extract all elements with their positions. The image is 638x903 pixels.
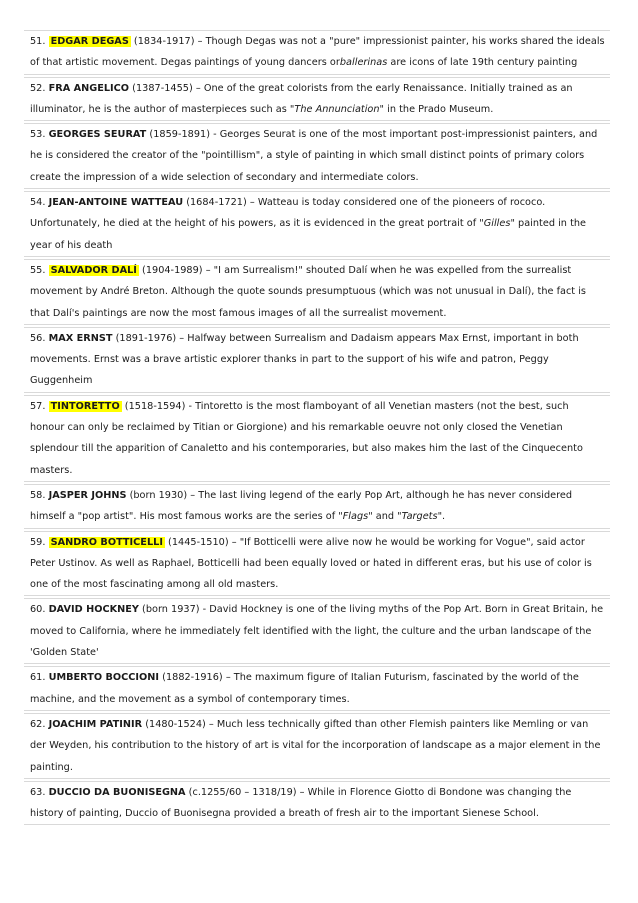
entry-number: 53.	[30, 129, 49, 141]
entry-paragraph	[30, 396, 606, 481]
artist-dates: (1387-1455) –	[129, 82, 204, 94]
entry-number: 54.	[30, 197, 49, 209]
entry-paragraph	[30, 485, 606, 528]
entry-text: " and "	[368, 511, 402, 523]
artist-name: SALVADOR DALÍ	[50, 264, 137, 276]
entry-text: The maximum figure of Italian Futurism, fascinated by the world of the machine, and the movement as a symbol of contemporary times.	[30, 672, 579, 705]
entry-paragraph	[30, 328, 606, 392]
artwork-title: Flags	[342, 511, 369, 523]
artist-entry	[24, 191, 610, 257]
entry-text: Georges Seurat is one of the most important post-impressionist painters, and he is considered the creator of the "pointillism", a style of painting in which small distinct points of primary colors create the impression of a wide selection of secondary and intermediate colors.	[30, 129, 598, 183]
artwork-title: ballerinas	[339, 57, 388, 69]
artist-dates: (born 1930) –	[126, 489, 199, 501]
entry-text: ".	[437, 511, 446, 523]
entry-text: Halfway between Surrealism and Dadaism appears Max Ernst, important in both movements. Ernst was a brave artistic explorer thanks in part to the support of his wife and patron, Peggy Guggenheim	[30, 332, 579, 387]
entry-paragraph	[30, 260, 606, 324]
artist-name: JASPER JOHNS	[48, 489, 127, 501]
entry-number: 60.	[30, 604, 49, 616]
artist-list	[24, 30, 610, 827]
entry-paragraph	[30, 124, 606, 188]
artist-dates: (1480-1524) –	[142, 718, 217, 730]
entry-paragraph	[30, 714, 606, 778]
entry-number: 58.	[30, 489, 49, 501]
entry-text: Watteau is today considered one of the pioneers of rococo. Unfortunately, he died at the height of his powers, as it is evidenced in the great portrait of "	[30, 197, 546, 230]
artist-name: GEORGES SEURAT	[48, 129, 147, 141]
artist-entry	[24, 259, 610, 325]
entry-number: 62.	[30, 718, 49, 730]
artist-entry	[24, 327, 610, 393]
artist-entry	[24, 531, 610, 597]
artist-name: TINTORETTO	[50, 400, 120, 412]
artist-entry	[24, 598, 610, 664]
entry-paragraph	[30, 31, 606, 74]
artist-name: MAX ERNST	[48, 332, 113, 344]
entry-text: "If Botticelli were alive now he would be working for Vogue", said actor Peter Ustinov. As well as Raphael, Botticelli had been equally loved or hated in different eras, but his use of color is one of the most fascinating among all old masters.	[30, 536, 592, 591]
artist-name: JEAN-ANTOINE WATTEAU	[48, 197, 184, 209]
entry-text: Much less technically gifted than other Flemish painters like Memling or van der Weyden, his contribution to the history of art is vital for the incorporation of landscape as a major element in the painting.	[30, 718, 601, 773]
artist-entry	[24, 77, 610, 122]
artist-dates: (c.1255/60 – 1318/19) –	[185, 786, 308, 798]
entry-text: One of the great colorists from the early Renaissance. Initially trained as an illuminator, he is the author of masterpieces such as "	[30, 82, 573, 115]
artist-name: DAVID HOCKNEY	[48, 604, 139, 616]
artist-entry	[24, 713, 610, 779]
entry-number: 59.	[30, 536, 49, 548]
artist-name: SANDRO BOTTICELLI	[50, 536, 163, 548]
entry-paragraph	[30, 782, 606, 825]
entry-text: While in Florence Giotto di Bondone was changing the history of painting, Duccio of Buonisegna provided a breath of fresh air to the important Sienese School.	[30, 786, 572, 820]
artist-name: EDGAR DEGAS	[50, 36, 129, 47]
entry-number: 51.	[30, 36, 49, 47]
entry-text: are icons of late 19th century painting	[387, 57, 578, 69]
entry-text: Tintoretto is the most flamboyant of all Venetian masters (not the best, such honour can only be reclaimed by Titian or Giorgione) and his remarkable oeuvre not only closed the Venetian splendour till the apparition of Canaletto and his contemporaries, but also makes him the last of the Cinquecento masters.	[30, 400, 583, 476]
entry-text: "I am Surrealism!" shouted Dalí when he was expelled from the surrealist movement by André Breton. Although the quote sounds presumptuous (which was not unusual in Dalí), the fact is that Dalí's paintings are now the most famous images of all the surrealist movement.	[30, 264, 586, 319]
artist-entry	[24, 30, 610, 75]
artist-entry	[24, 484, 610, 529]
artist-dates: (born 1937) -	[138, 604, 210, 616]
entry-text: David Hockney is one of the living myths of the Pop Art. Born in Great Britain, he moved to California, where he immediately felt identified with the light, the culture and the urban landscape of the 'Golden State'	[30, 604, 604, 659]
entry-number: 57.	[30, 400, 49, 412]
entry-text: " in the Prado Museum.	[379, 103, 494, 115]
entry-number: 55.	[30, 264, 49, 276]
artist-entry	[24, 395, 610, 482]
entry-text: The last living legend of the early Pop Art, although he has never considered himself a "pop artist". His most famous works are the series of "	[30, 489, 573, 523]
artist-dates: (1445-1510) –	[164, 536, 240, 548]
artist-dates: (1859-1891) -	[146, 129, 220, 141]
artist-dates: (1891-1976) –	[112, 332, 188, 344]
artwork-title: Targets	[401, 511, 438, 523]
entry-number: 56.	[30, 332, 49, 344]
artist-entry	[24, 781, 610, 826]
artist-name: FRA ANGELICO	[48, 82, 130, 94]
entry-number: 52.	[30, 82, 49, 94]
artist-dates: (1904-1989) –	[138, 264, 214, 276]
artist-entry	[24, 123, 610, 189]
entry-number: 63.	[30, 786, 49, 798]
artist-dates: (1684-1721) –	[183, 197, 258, 209]
artist-name: DUCCIO DA BUONISEGNA	[48, 786, 186, 798]
artist-entry	[24, 666, 610, 711]
artist-dates: (1518-1594) -	[121, 400, 196, 412]
entry-paragraph	[30, 599, 606, 663]
entry-paragraph	[30, 532, 606, 596]
artist-dates: (1834-1917) –	[130, 36, 206, 47]
entry-paragraph	[30, 192, 606, 256]
artwork-title: Gilles	[483, 218, 511, 230]
entry-paragraph	[30, 667, 606, 710]
artwork-title: The Annunciation	[294, 103, 380, 115]
artist-dates: (1882-1916) –	[159, 672, 234, 684]
entry-text: Though Degas was not a "pure" impressionist painter, his works shared the ideals of that artistic movement. Degas paintings of young dancers or	[30, 36, 605, 69]
entry-text: " painted in the year of his death	[30, 218, 587, 251]
entry-paragraph	[30, 78, 606, 121]
artist-name: JOACHIM PATINIR	[48, 718, 143, 730]
entry-number: 61.	[30, 672, 49, 684]
artist-name: UMBERTO BOCCIONI	[48, 672, 160, 684]
